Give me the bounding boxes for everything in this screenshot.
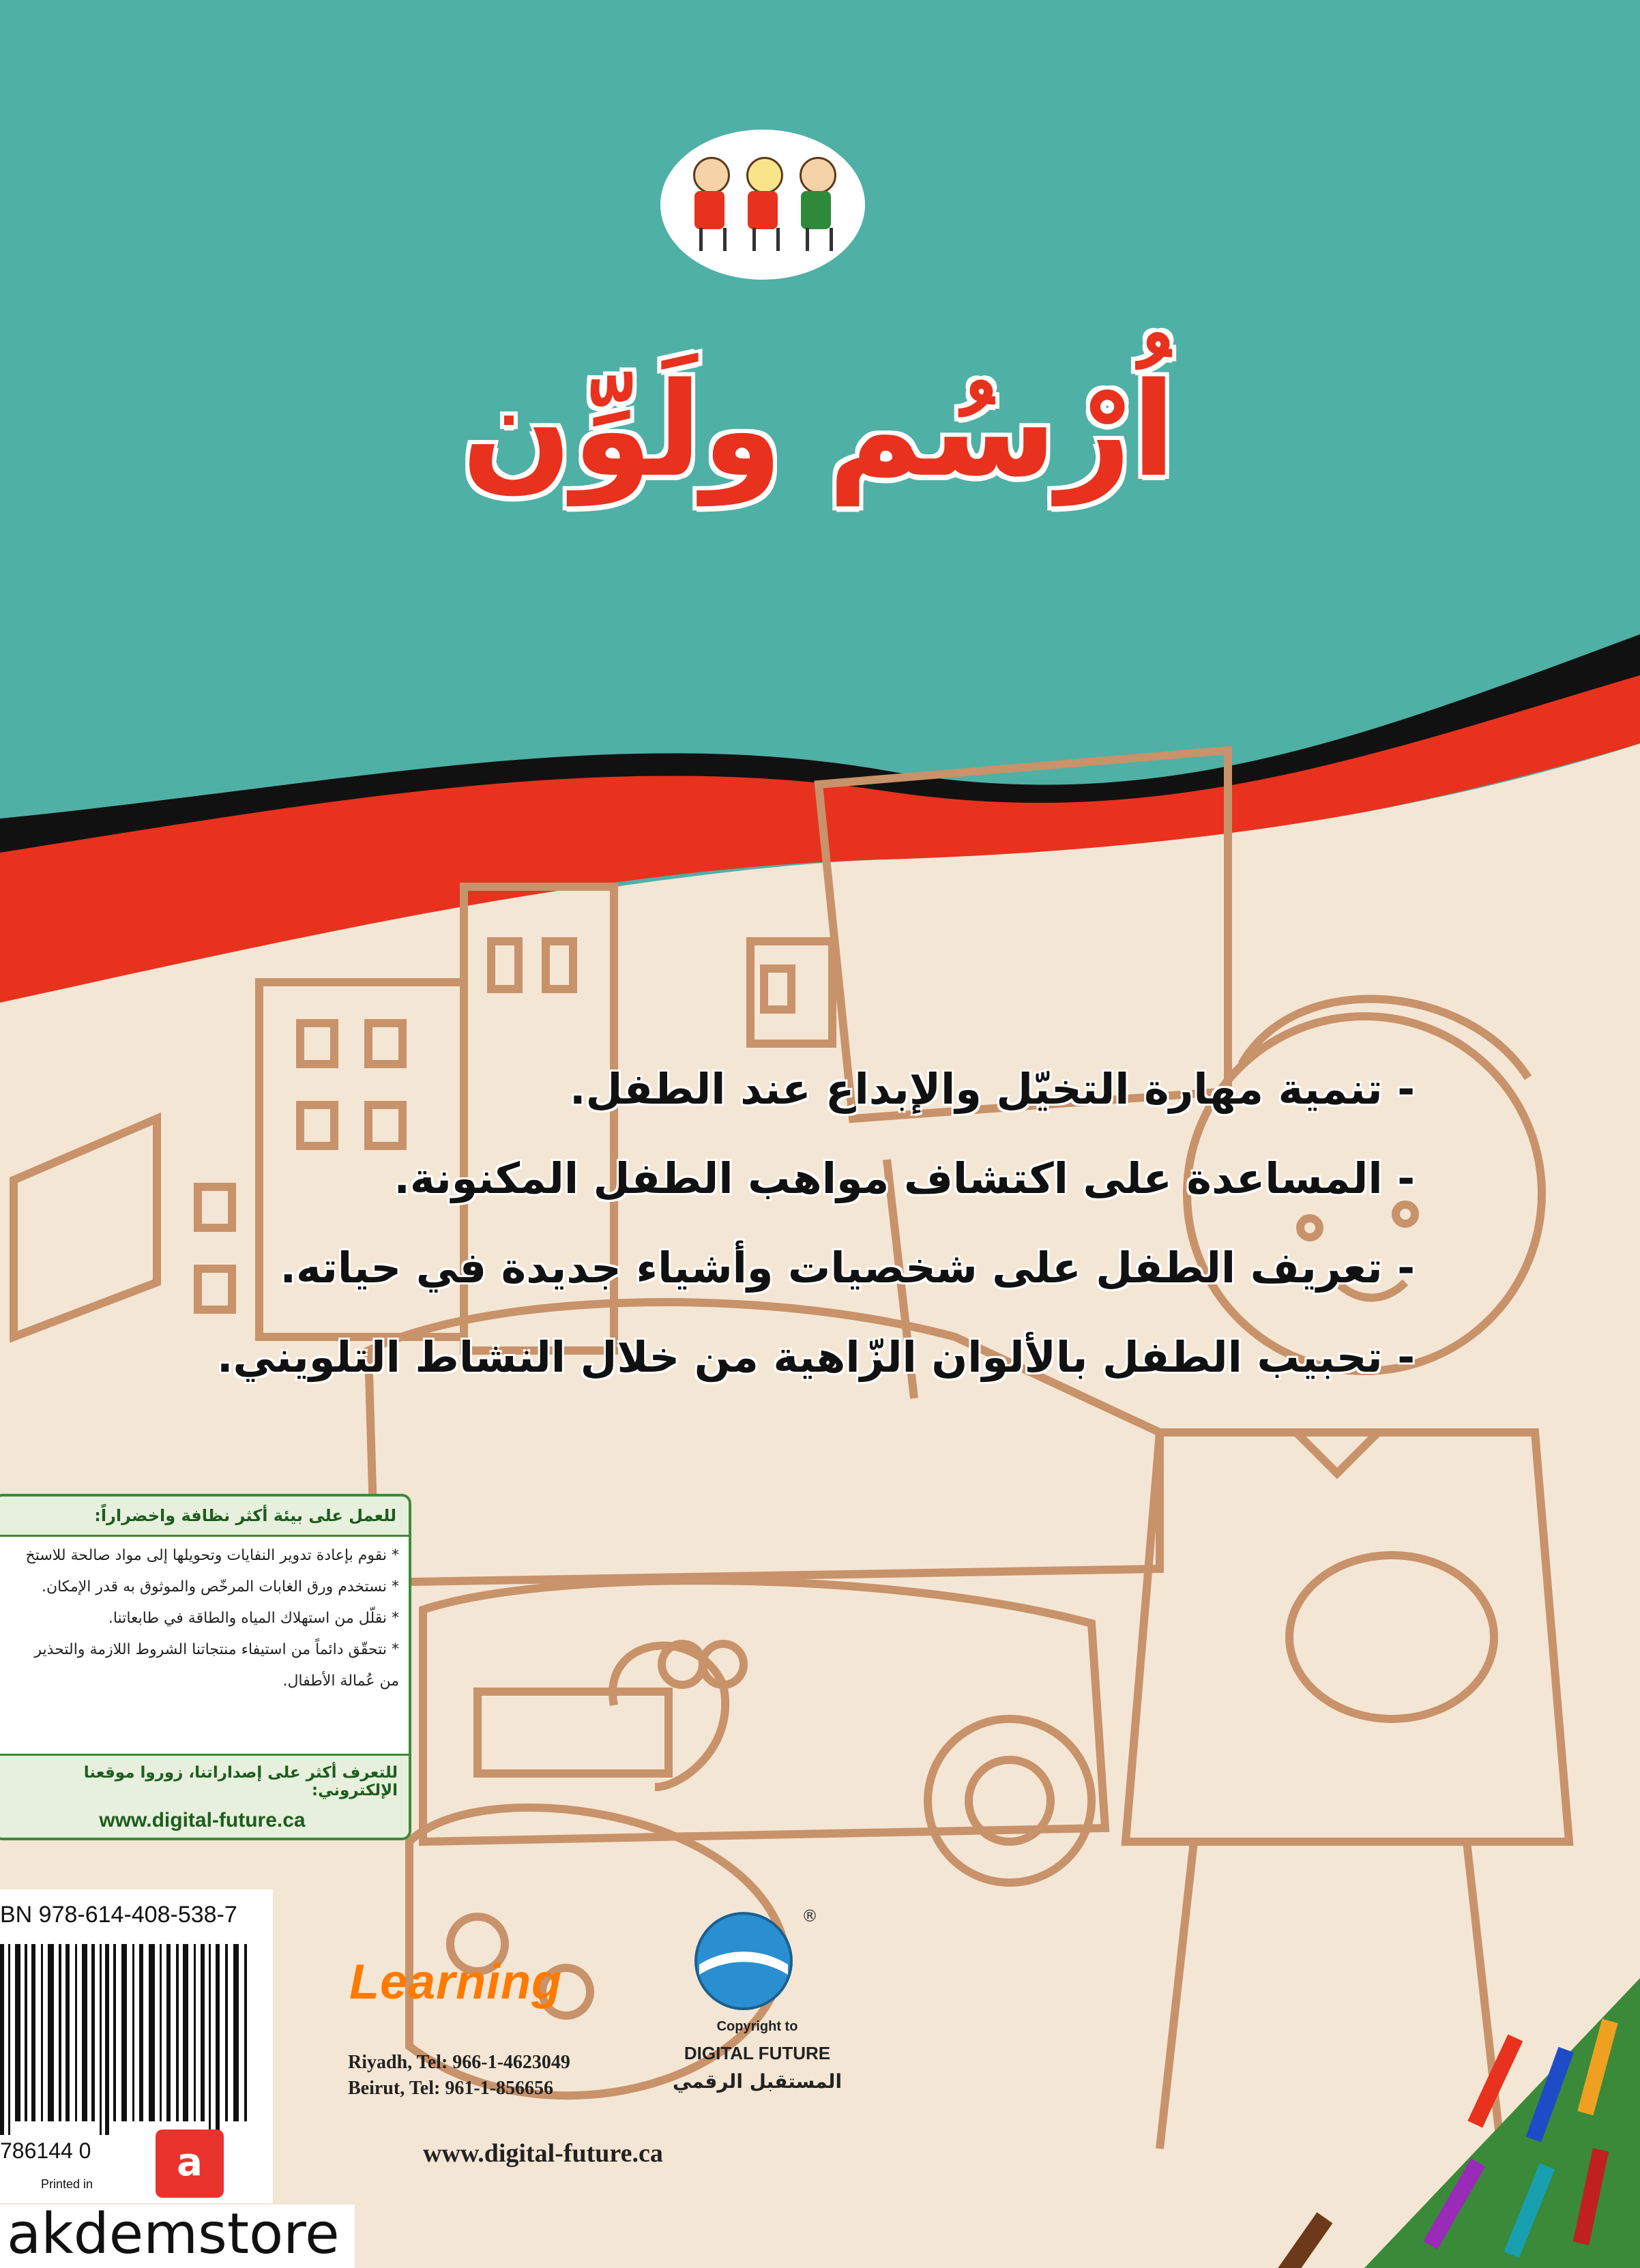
eco-heading: للعمل على بيئة أكثر نظافة واخضراراً: bbox=[0, 1497, 409, 1537]
store-watermark-text: akdemstore bbox=[7, 2202, 340, 2267]
kid-figure-boy bbox=[689, 157, 730, 252]
digital-future-globe-icon bbox=[692, 1910, 795, 2012]
printed-in-text: Printed in bbox=[41, 2177, 93, 2191]
eco-item: * نقلّل من استهلاك المياه والطاقة في طابعاتنا. bbox=[108, 1610, 399, 1627]
book-title: اُرْسُم ولَوِّن bbox=[461, 355, 1176, 505]
eco-notice-box bbox=[0, 1494, 411, 1840]
registered-mark: ® bbox=[802, 1906, 818, 1926]
benefit-item: - تعريف الطفل على شخصيات وأشياء جديدة في حياته. bbox=[280, 1243, 1415, 1293]
kid-figure-girl bbox=[742, 157, 783, 252]
store-cart-icon: a bbox=[156, 2130, 224, 2198]
eco-footer-text: للتعرف أكثر على إصداراتنا، زوروا موقعنا الإلكتروني: bbox=[83, 1764, 398, 1799]
eco-website-link[interactable]: www.digital-future.ca bbox=[99, 1809, 306, 1831]
phone-riyadh: Riyadh, Tel: 966-1-4623049 bbox=[348, 2052, 570, 2073]
eco-item: * نقوم بإعادة تدوير النفايات وتحويلها إلى مواد صالحة للاستخ bbox=[25, 1547, 399, 1564]
eco-footer bbox=[0, 1754, 409, 1838]
copyright-label: Copyright to bbox=[716, 2019, 798, 2034]
benefit-item: - تنمية مهارة التخيّل والإبداع عند الطفل. bbox=[570, 1064, 1415, 1114]
learning-brand-logo: Learning bbox=[349, 1955, 563, 2009]
publisher-name-en: DIGITAL FUTURE bbox=[684, 2043, 831, 2063]
benefit-item: - تحبيب الطفل بالألوان الزّاهية من خلال النشاط التلويني. bbox=[216, 1332, 1415, 1382]
barcode-number: 786144 0 bbox=[0, 2138, 91, 2163]
benefit-item: - المساعدة على اكتشاف مواهب الطفل المكنونة. bbox=[394, 1153, 1415, 1203]
isbn-text: BN 978-614-408-538-7 bbox=[0, 1902, 237, 1928]
kid-figure-boy-cap bbox=[795, 157, 836, 252]
publisher-name-ar: المستقبل الرقمي bbox=[672, 2070, 843, 2093]
barcode-image bbox=[0, 1944, 259, 2135]
eco-item: * نستخدم ورق الغابات المرخّص والموثوق به قدر الإمكان. bbox=[41, 1578, 399, 1595]
publisher-website-link[interactable]: www.digital-future.ca bbox=[423, 2139, 663, 2168]
benefits-list bbox=[216, 1064, 1415, 1422]
kids-logo-badge bbox=[660, 130, 865, 280]
eco-item: من عُمالة الأطفال. bbox=[282, 1673, 399, 1690]
phone-beirut: Beirut, Tel: 961-1-856656 bbox=[348, 2078, 553, 2099]
contact-phones bbox=[348, 2050, 570, 2102]
eco-item: * نتحقّق دائماً من استيفاء منتجاتنا الشروط اللازمة والتحذير bbox=[34, 1641, 399, 1658]
